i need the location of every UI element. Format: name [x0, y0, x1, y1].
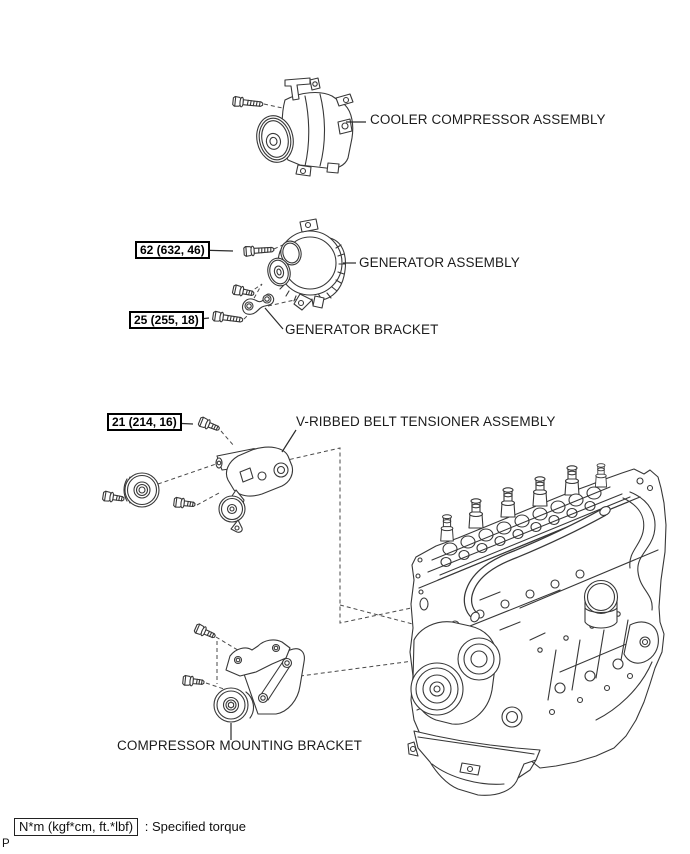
- mounting-bracket-illustration: [214, 640, 304, 722]
- bracket-top-bolt: [194, 623, 217, 640]
- page-marker: P: [2, 838, 10, 850]
- torque-callout-generator-bolt: 62 (632, 46): [135, 241, 210, 259]
- cooler-compressor-illustration: [253, 78, 353, 176]
- torque-legend: [14, 818, 246, 836]
- torque-unit-box: N*m (kgf*cm, ft.*lbf): [14, 818, 138, 836]
- generator-illustration: [265, 219, 346, 310]
- compressor-mounting-bracket-label: COMPRESSOR MOUNTING BRACKET: [117, 738, 362, 753]
- generator-bracket-bolt: [212, 311, 243, 325]
- idler-pulley-illustration: [124, 473, 159, 507]
- tensioner-illustration: [216, 447, 293, 532]
- idler-left-bolt: [102, 491, 124, 504]
- generator-bracket-label: GENERATOR BRACKET: [285, 322, 439, 337]
- generator-assembly-label: GENERATOR ASSEMBLY: [359, 255, 520, 270]
- cooler-compressor-label: COOLER COMPRESSOR ASSEMBLY: [370, 112, 606, 127]
- torque-callout-tensioner-bolt: 21 (214, 16): [107, 413, 182, 431]
- oil-filter: [585, 581, 618, 629]
- bracket-tensioner-pulley: [214, 688, 248, 722]
- tensioner-bolt: [198, 416, 221, 433]
- engine-assembly-illustration: [408, 464, 666, 796]
- tensioner-assembly-label: V-RIBBED BELT TENSIONER ASSEMBLY: [296, 414, 556, 429]
- generator-bracket-small-bolt: [232, 285, 255, 299]
- torque-legend-description: : Specified torque: [144, 819, 246, 834]
- torque-callout-generator-bracket-bolt: 25 (255, 18): [129, 311, 204, 329]
- generator-bolt: [244, 245, 274, 257]
- generator-bracket-illustration: [243, 294, 274, 314]
- compressor-bolt: [233, 96, 264, 109]
- bracket-left-bolt: [183, 675, 205, 687]
- projection-dashed-lines: [125, 104, 435, 691]
- idler-mid-bolt: [173, 497, 195, 509]
- tensioner-pulley: [219, 496, 245, 522]
